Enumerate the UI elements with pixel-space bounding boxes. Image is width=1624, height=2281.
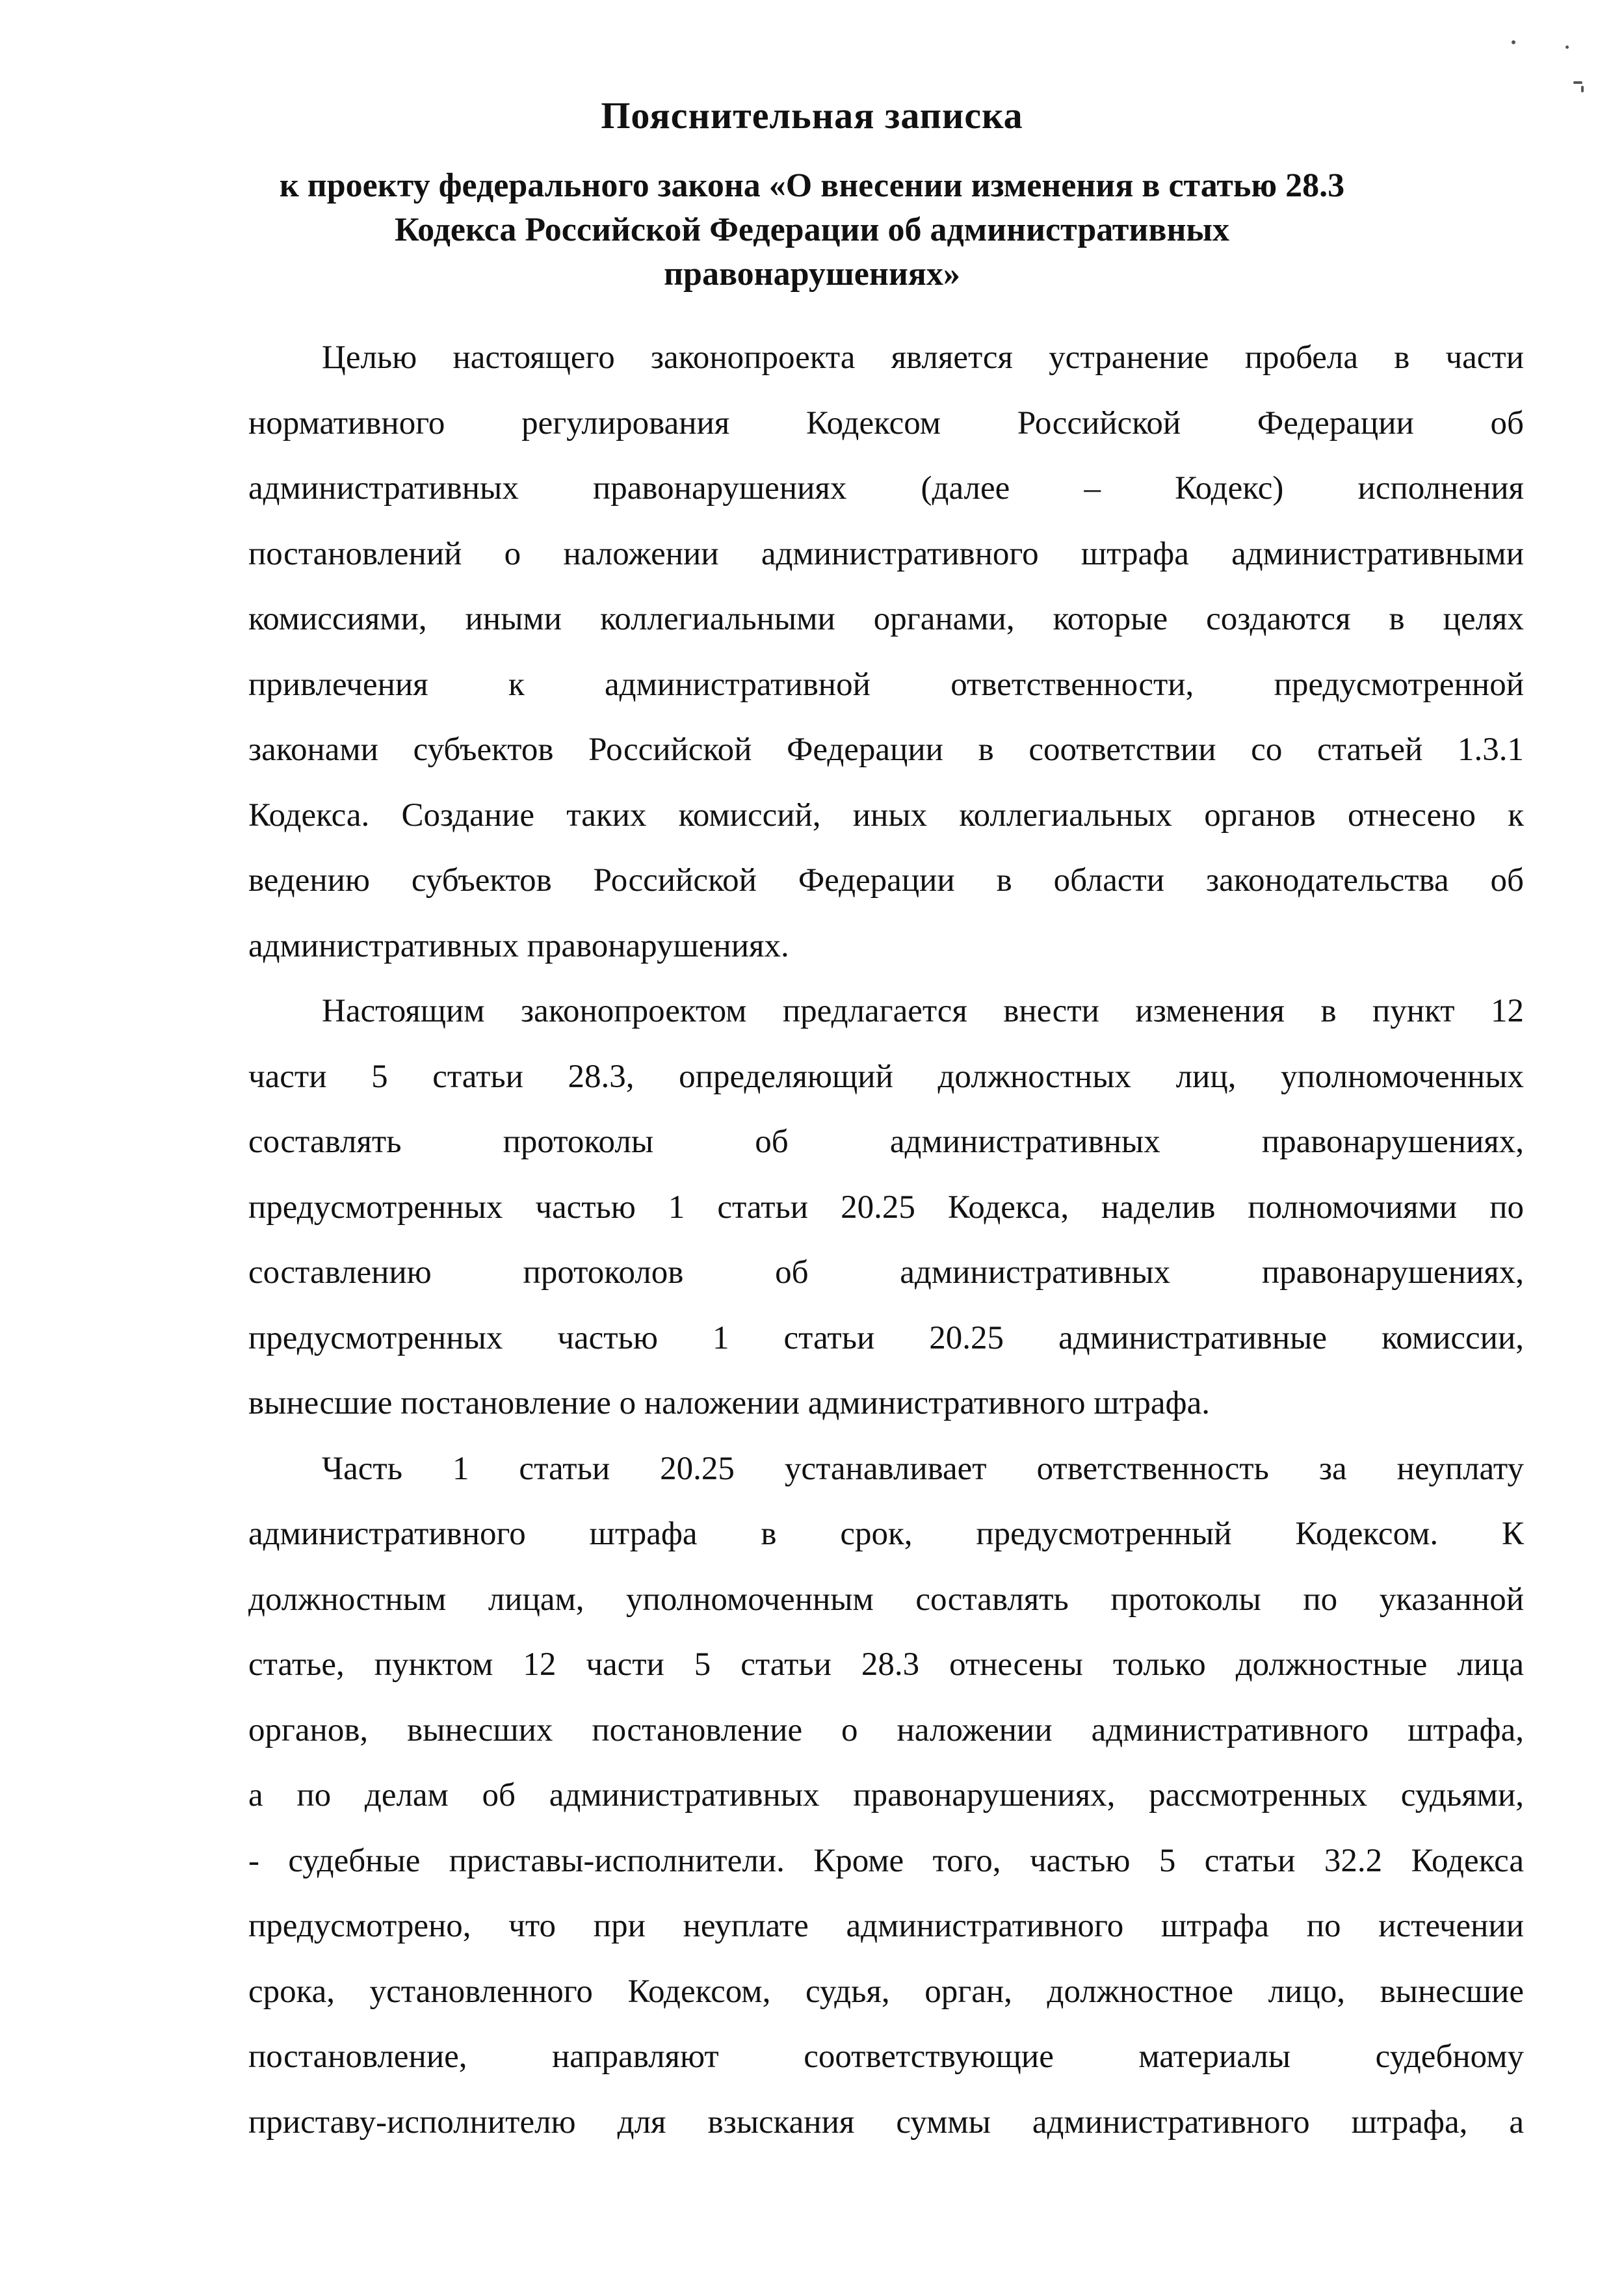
subtitle-line: Кодекса Российской Федерации об административных [394,211,1230,248]
subtitle-line: к проекту федерального закона «О внесении изменения в статью 28.3 [279,167,1345,204]
text-line: административных правонарушениях (далее – Кодекс) исполнения [248,470,1524,507]
text-line: комиссиями, иными коллегиальными органами, которые создаются в целях [248,601,1524,637]
text-line: постановление, направляют соответствующие материалы судебному [248,2038,1524,2075]
text-line: приставу-исполнителю для взыскания суммы административного штрафа, а [248,2103,1524,2141]
text-line: постановлений о наложении административного штрафа административными [248,535,1524,572]
paragraph-1 [248,325,1524,979]
document-title: Пояснительная записка [601,94,1023,137]
scan-speck [1573,81,1582,84]
text-line: законами субъектов Российской Федерации в соответствии со статьей 1.3.1 [248,732,1524,768]
text-line: составлению протоколов об административных правонарушениях, [248,1254,1524,1291]
text-line: части 5 статьи 28.3, определяющий должностных лиц, уполномоченных [248,1058,1524,1095]
scan-speck [1581,86,1584,92]
text-line: Кодекса. Создание таких комиссий, иных коллегиальных органов отнесено к [248,797,1524,834]
document-subtitle [195,164,1429,297]
scan-speck [1565,46,1569,49]
text-line: - судебные приставы-исполнители. Кроме того, частью 5 статьи 32.2 Кодекса [248,1842,1524,1879]
text-line: нормативного регулирования Кодексом Российской Федерации об [248,404,1524,442]
text-line: Настоящим законопроектом предлагается внести изменения в пункт 12 [322,993,1524,1029]
text-line: предусмотренных частью 1 статьи 20.25 Кодекса, наделив полномочиями по [248,1189,1524,1226]
text-line: срока, установленного Кодексом, судья, орган, должностное лицо, вынесшие [248,1973,1524,2010]
text-line: статье, пунктом 12 части 5 статьи 28.3 отнесены только должностные лица [248,1646,1524,1683]
document-body [248,325,1524,2155]
text-line: составлять протоколы об административных правонарушениях, [248,1124,1524,1160]
text-line: вынесшие постановление о наложении административного штрафа. [248,1385,1210,1421]
text-line: предусмотренных частью 1 статьи 20.25 административные комиссии, [248,1319,1524,1356]
scan-speck [1512,40,1515,44]
subtitle-line: правонарушениях» [664,256,960,293]
paragraph-3 [248,1436,1524,2156]
text-line: административного штрафа в срок, предусмотренный Кодексом. К [248,1516,1524,1552]
text-line: ведению субъектов Российской Федерации в области законодательства об [248,862,1524,899]
text-line: привлечения к административной ответственности, предусмотренной [248,666,1524,703]
paragraph-2 [248,979,1524,1436]
text-line: а по делам об административных правонарушениях, рассмотренных судьями, [248,1777,1524,1813]
text-line: Часть 1 статьи 20.25 устанавливает ответственность за неуплату [322,1450,1524,1487]
text-line: Целью настоящего законопроекта является устранение пробела в части [322,339,1524,376]
text-line: предусмотрено, что при неуплате административного штрафа по истечении [248,1908,1524,1944]
text-line: должностным лицам, уполномоченным составлять протоколы по указанной [248,1581,1524,1618]
text-line: органов, вынесших постановление о наложении административного штрафа, [248,1711,1524,1748]
text-line: административных правонарушениях. [248,927,789,964]
